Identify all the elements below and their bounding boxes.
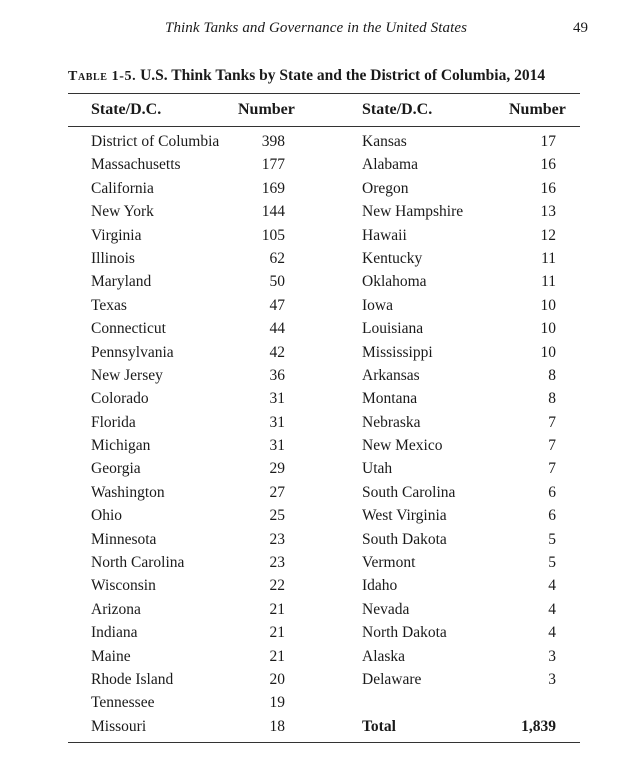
think-tank-count: 17 xyxy=(540,133,556,150)
column-header-state-right: State/D.C. xyxy=(362,101,433,118)
table-row xyxy=(362,294,556,317)
column-header-number-right: Number xyxy=(509,101,566,118)
think-tank-count: 5 xyxy=(548,530,556,548)
think-tank-count: 10 xyxy=(540,296,556,314)
table-title: U.S. Think Tanks by State and the District of Columbia, 2014 xyxy=(140,67,546,84)
state-name: Tennessee xyxy=(91,694,155,712)
table-row xyxy=(91,691,285,714)
table-row xyxy=(91,621,285,644)
total-row xyxy=(362,715,556,738)
think-tank-count: 3 xyxy=(548,670,556,688)
think-tank-count: 5 xyxy=(548,554,556,572)
table-row xyxy=(91,457,285,480)
state-name: Michigan xyxy=(91,437,151,455)
think-tank-count: 20 xyxy=(269,670,285,688)
state-name: New York xyxy=(91,203,154,221)
running-title: Think Tanks and Governance in the United States xyxy=(165,20,468,36)
state-name: Wisconsin xyxy=(91,577,156,595)
think-tank-count: 25 xyxy=(269,507,285,525)
left-column xyxy=(91,130,285,738)
state-name: Minnesota xyxy=(91,530,157,548)
table-row xyxy=(91,715,285,738)
table-row xyxy=(362,387,556,410)
state-name: Maryland xyxy=(91,273,152,291)
think-tank-count: 21 xyxy=(269,624,285,642)
think-tank-count: 21 xyxy=(269,647,285,665)
table-row xyxy=(91,177,285,200)
state-name: Kentucky xyxy=(362,249,423,267)
think-tank-count: 10 xyxy=(540,343,556,361)
table-row xyxy=(362,574,556,597)
think-tank-count: 7 xyxy=(548,437,556,455)
state-name: Illinois xyxy=(91,249,135,267)
table-row xyxy=(362,551,556,574)
think-tank-count: 4 xyxy=(548,577,556,595)
table-row xyxy=(362,598,556,621)
think-tank-count: 47 xyxy=(269,296,285,314)
state-name: Louisiana xyxy=(362,320,424,338)
think-tank-count: 18 xyxy=(269,717,285,735)
table-row xyxy=(362,130,556,153)
table-row xyxy=(91,504,285,527)
state-name: District of Columbia xyxy=(91,133,220,150)
spacer-row xyxy=(362,691,556,714)
table-row xyxy=(91,668,285,691)
total-count: 1,839 xyxy=(521,717,556,735)
think-tank-count: 31 xyxy=(269,413,285,431)
table-row xyxy=(91,270,285,293)
table-row xyxy=(362,668,556,691)
think-tank-count: 31 xyxy=(269,390,285,408)
think-tank-count: 177 xyxy=(261,156,285,174)
state-name: Arkansas xyxy=(362,366,420,384)
think-tank-count: 62 xyxy=(269,249,285,267)
think-tank-count: 11 xyxy=(541,249,556,267)
state-name: New Jersey xyxy=(91,366,163,384)
state-name: South Dakota xyxy=(362,530,447,548)
think-tank-count: 7 xyxy=(548,413,556,431)
state-name: New Hampshire xyxy=(362,203,464,221)
state-name: Hawaii xyxy=(362,226,407,244)
think-tank-count: 6 xyxy=(548,483,556,501)
state-name: Massachusetts xyxy=(91,156,181,174)
state-name: Missouri xyxy=(91,717,147,735)
state-name: Connecticut xyxy=(91,320,166,338)
table-row xyxy=(362,247,556,270)
state-name: Montana xyxy=(362,390,418,408)
state-name: New Mexico xyxy=(362,437,443,455)
think-tank-count: 16 xyxy=(540,156,556,174)
table-row xyxy=(91,247,285,270)
state-name: Mississippi xyxy=(362,343,433,361)
state-name: Ohio xyxy=(91,507,122,525)
table-row xyxy=(362,153,556,176)
table-row xyxy=(362,621,556,644)
think-tank-count: 31 xyxy=(269,437,285,455)
think-tank-count: 8 xyxy=(548,390,556,408)
table-row xyxy=(91,200,285,223)
table-row xyxy=(91,387,285,410)
state-name: Rhode Island xyxy=(91,670,174,688)
table-caption xyxy=(68,67,545,85)
total-label: Total xyxy=(362,717,396,735)
state-name: Colorado xyxy=(91,390,149,408)
table-row xyxy=(362,528,556,551)
table-row xyxy=(362,270,556,293)
right-column xyxy=(362,130,556,738)
think-tank-count: 169 xyxy=(261,179,285,197)
running-head xyxy=(0,20,628,40)
table-row xyxy=(91,528,285,551)
table-row xyxy=(362,177,556,200)
state-name: Maine xyxy=(91,647,131,665)
table-row xyxy=(362,341,556,364)
think-tank-count: 144 xyxy=(261,203,285,221)
table-row xyxy=(91,645,285,668)
table-row xyxy=(91,481,285,504)
table-header-rule xyxy=(68,126,580,127)
think-tank-count: 4 xyxy=(548,600,556,618)
table-row xyxy=(362,504,556,527)
table-row xyxy=(91,294,285,317)
think-tank-count: 398 xyxy=(261,133,285,150)
table-row xyxy=(362,645,556,668)
table-row xyxy=(362,200,556,223)
think-tank-count: 13 xyxy=(540,203,556,221)
table-row xyxy=(91,224,285,247)
state-name: Delaware xyxy=(362,670,422,688)
column-header-number-left: Number xyxy=(238,101,295,118)
state-name: Virginia xyxy=(91,226,142,244)
table-row xyxy=(91,130,285,153)
think-tank-count: 22 xyxy=(269,577,285,595)
think-tank-count: 16 xyxy=(540,179,556,197)
think-tank-count: 7 xyxy=(548,460,556,478)
think-tank-count: 11 xyxy=(541,273,556,291)
think-tank-count: 42 xyxy=(269,343,285,361)
table-label: Table 1-5. xyxy=(68,69,137,84)
table-row xyxy=(362,411,556,434)
think-tank-count: 29 xyxy=(269,460,285,478)
think-tank-count: 12 xyxy=(540,226,556,244)
state-name: Kansas xyxy=(362,133,407,150)
state-name: North Dakota xyxy=(362,624,447,642)
table-bottom-rule xyxy=(68,742,580,743)
state-name: Vermont xyxy=(362,554,416,572)
table-row xyxy=(91,551,285,574)
think-tank-count: 4 xyxy=(548,624,556,642)
think-tank-count: 105 xyxy=(261,226,285,244)
table-row xyxy=(91,574,285,597)
table-row xyxy=(91,364,285,387)
state-name: Utah xyxy=(362,460,393,478)
state-name: Indiana xyxy=(91,624,138,642)
table-row xyxy=(362,457,556,480)
state-name: Nevada xyxy=(362,600,410,618)
page-number: 49 xyxy=(573,20,588,36)
state-name: North Carolina xyxy=(91,554,185,572)
state-name: Georgia xyxy=(91,460,141,478)
table-row xyxy=(91,598,285,621)
table-row xyxy=(91,317,285,340)
think-tank-count: 10 xyxy=(540,320,556,338)
state-name: Alabama xyxy=(362,156,418,174)
table-top-rule xyxy=(68,93,580,94)
think-tank-count: 23 xyxy=(269,554,285,572)
state-name: Alaska xyxy=(362,647,406,665)
table-row xyxy=(91,153,285,176)
state-name: Iowa xyxy=(362,296,393,314)
table-row xyxy=(362,481,556,504)
state-name: Nebraska xyxy=(362,413,421,431)
table-row xyxy=(362,434,556,457)
think-tank-count: 44 xyxy=(269,320,285,338)
table-row xyxy=(362,224,556,247)
think-tank-count: 27 xyxy=(269,483,285,501)
state-name: California xyxy=(91,179,154,197)
think-tank-count: 6 xyxy=(548,507,556,525)
state-name: West Virginia xyxy=(362,507,447,525)
state-name: South Carolina xyxy=(362,483,456,501)
state-name: Texas xyxy=(91,296,127,314)
think-tank-count: 50 xyxy=(269,273,285,291)
state-name: Florida xyxy=(91,413,136,431)
table-row xyxy=(91,341,285,364)
think-tank-count: 21 xyxy=(269,600,285,618)
table-row xyxy=(91,434,285,457)
column-header-state-left: State/D.C. xyxy=(91,101,162,118)
think-tank-count: 36 xyxy=(269,366,285,384)
state-name: Arizona xyxy=(91,600,141,618)
think-tank-count: 19 xyxy=(269,694,285,712)
state-name: Oregon xyxy=(362,179,409,197)
table-row xyxy=(362,364,556,387)
table-row xyxy=(91,411,285,434)
state-name: Pennsylvania xyxy=(91,343,174,361)
table-header-row xyxy=(0,101,628,123)
state-name: Idaho xyxy=(362,577,398,595)
state-name: Oklahoma xyxy=(362,273,427,291)
think-tank-count: 8 xyxy=(548,366,556,384)
think-tank-count: 3 xyxy=(548,647,556,665)
table-row xyxy=(362,317,556,340)
state-name: Washington xyxy=(91,483,165,501)
think-tank-count: 23 xyxy=(269,530,285,548)
